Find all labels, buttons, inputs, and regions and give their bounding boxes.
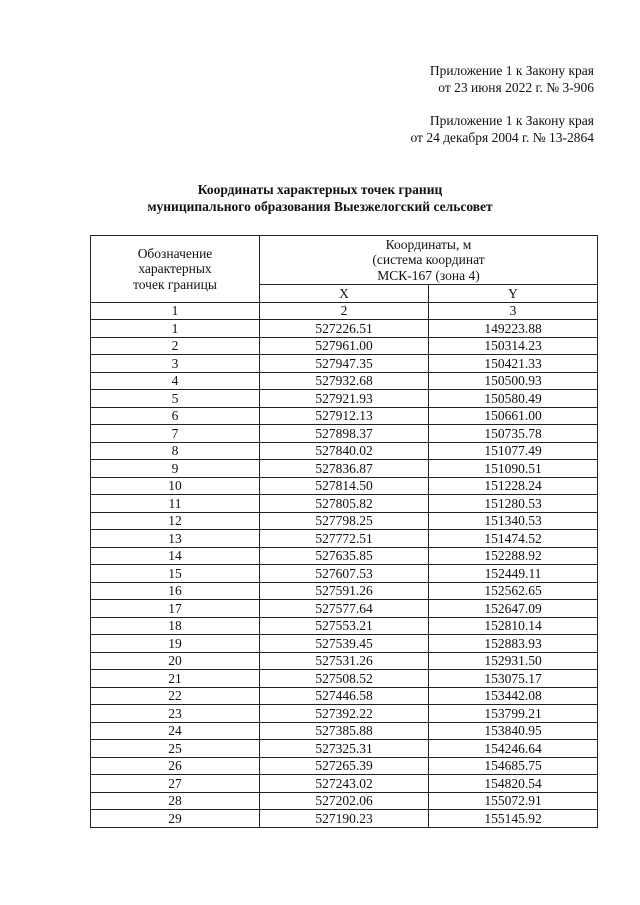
y-cell: 150314.23 — [429, 337, 598, 355]
y-cell: 152883.93 — [429, 635, 598, 653]
table-row — [91, 670, 598, 688]
point-cell: 1 — [91, 320, 260, 338]
table-row — [91, 740, 598, 758]
coordinates-header-line2: (система координат — [372, 252, 485, 268]
x-cell: 527898.37 — [260, 425, 429, 443]
column-number-2: 2 — [260, 302, 429, 320]
column-number-1: 1 — [91, 302, 260, 320]
y-header: Y — [429, 285, 598, 303]
table-row — [91, 652, 598, 670]
x-cell: 527591.26 — [260, 582, 429, 600]
table-row — [91, 775, 598, 793]
point-cell: 29 — [91, 810, 260, 828]
coordinates-header — [260, 236, 598, 285]
appendix-header-original-line1: Приложение 1 к Закону края — [429, 113, 594, 128]
appendix-header-original-line2: от 24 декабря 2004 г. № 13-2864 — [410, 130, 594, 145]
point-cell: 18 — [91, 617, 260, 635]
coordinates-header-line3: МСК-167 (зона 4) — [377, 267, 480, 283]
table-row — [91, 757, 598, 775]
appendix-header-current — [430, 62, 594, 96]
y-cell: 151228.24 — [429, 477, 598, 495]
y-cell: 152562.65 — [429, 582, 598, 600]
y-cell: 154246.64 — [429, 740, 598, 758]
x-cell: 527921.93 — [260, 390, 429, 408]
column-number-3: 3 — [429, 302, 598, 320]
y-cell: 154685.75 — [429, 757, 598, 775]
y-cell: 153442.08 — [429, 687, 598, 705]
coordinates-header-line1: Координаты, м — [385, 236, 472, 252]
x-cell: 527190.23 — [260, 810, 429, 828]
point-cell: 3 — [91, 355, 260, 373]
x-cell: 527392.22 — [260, 705, 429, 723]
x-cell: 527798.25 — [260, 512, 429, 530]
point-cell: 26 — [91, 757, 260, 775]
point-cell: 22 — [91, 687, 260, 705]
table-row — [91, 495, 598, 513]
point-cell: 4 — [91, 372, 260, 390]
point-cell: 11 — [91, 495, 260, 513]
point-cell: 19 — [91, 635, 260, 653]
x-cell: 527226.51 — [260, 320, 429, 338]
table-row — [91, 530, 598, 548]
y-cell: 155145.92 — [429, 810, 598, 828]
x-cell: 527814.50 — [260, 477, 429, 495]
point-cell: 17 — [91, 600, 260, 618]
point-cell: 23 — [91, 705, 260, 723]
x-cell: 527577.64 — [260, 600, 429, 618]
point-cell: 24 — [91, 722, 260, 740]
point-cell: 21 — [91, 670, 260, 688]
x-cell: 527772.51 — [260, 530, 429, 548]
table-row — [91, 425, 598, 443]
y-cell: 151340.53 — [429, 512, 598, 530]
table-row — [91, 565, 598, 583]
table-row — [91, 372, 598, 390]
table-row — [91, 792, 598, 810]
point-cell: 6 — [91, 407, 260, 425]
point-cell: 15 — [91, 565, 260, 583]
x-cell: 527539.45 — [260, 635, 429, 653]
point-designation-header — [91, 236, 260, 303]
table-row — [91, 390, 598, 408]
document-title-line1: Координаты характерных точек границ — [197, 182, 443, 197]
table-row — [91, 442, 598, 460]
y-cell: 153075.17 — [429, 670, 598, 688]
x-cell: 527508.52 — [260, 670, 429, 688]
y-cell: 154820.54 — [429, 775, 598, 793]
appendix-header-original — [410, 112, 594, 146]
x-cell: 527385.88 — [260, 722, 429, 740]
point-cell: 5 — [91, 390, 260, 408]
point-cell: 2 — [91, 337, 260, 355]
y-cell: 152647.09 — [429, 600, 598, 618]
x-cell: 527531.26 — [260, 652, 429, 670]
table-row — [91, 705, 598, 723]
x-header: X — [260, 285, 429, 303]
x-cell: 527325.31 — [260, 740, 429, 758]
coordinates-table — [90, 235, 598, 828]
x-cell: 527446.58 — [260, 687, 429, 705]
point-cell: 9 — [91, 460, 260, 478]
table-row — [91, 687, 598, 705]
y-cell: 151280.53 — [429, 495, 598, 513]
y-cell: 150500.93 — [429, 372, 598, 390]
point-cell: 8 — [91, 442, 260, 460]
x-cell: 527912.13 — [260, 407, 429, 425]
table-row — [91, 460, 598, 478]
x-cell: 527961.00 — [260, 337, 429, 355]
y-cell: 149223.88 — [429, 320, 598, 338]
table-row — [91, 582, 598, 600]
table-row — [91, 512, 598, 530]
point-cell: 27 — [91, 775, 260, 793]
x-cell: 527947.35 — [260, 355, 429, 373]
point-cell: 7 — [91, 425, 260, 443]
document-title-line2: муниципального образования Выезжелогский сельсовет — [147, 199, 493, 214]
table-row — [91, 617, 598, 635]
y-cell: 155072.91 — [429, 792, 598, 810]
table-row — [91, 337, 598, 355]
table-header-row — [91, 236, 598, 285]
point-designation-header-line3: точек границы — [133, 276, 217, 292]
x-cell: 527265.39 — [260, 757, 429, 775]
x-cell: 527932.68 — [260, 372, 429, 390]
y-cell: 153840.95 — [429, 722, 598, 740]
table-row — [91, 722, 598, 740]
x-cell: 527840.02 — [260, 442, 429, 460]
column-number-row — [91, 302, 598, 320]
appendix-header-current-line1: Приложение 1 к Закону края — [429, 63, 594, 78]
table-body — [91, 320, 598, 828]
y-cell: 152931.50 — [429, 652, 598, 670]
point-designation-header-line2: характерных — [138, 261, 212, 276]
point-cell: 25 — [91, 740, 260, 758]
x-cell: 527805.82 — [260, 495, 429, 513]
x-cell: 527202.06 — [260, 792, 429, 810]
x-cell: 527243.02 — [260, 775, 429, 793]
y-cell: 152449.11 — [429, 565, 598, 583]
point-cell: 12 — [91, 512, 260, 530]
y-cell: 150580.49 — [429, 390, 598, 408]
table-row — [91, 600, 598, 618]
point-cell: 20 — [91, 652, 260, 670]
x-cell: 527635.85 — [260, 547, 429, 565]
appendix-header-current-line2: от 23 июня 2022 г. № 3-906 — [438, 80, 594, 95]
document-title — [0, 181, 640, 215]
y-cell: 153799.21 — [429, 705, 598, 723]
point-cell: 10 — [91, 477, 260, 495]
x-cell: 527836.87 — [260, 460, 429, 478]
y-cell: 150661.00 — [429, 407, 598, 425]
point-cell: 13 — [91, 530, 260, 548]
table-row — [91, 477, 598, 495]
y-cell: 151077.49 — [429, 442, 598, 460]
y-cell: 152288.92 — [429, 547, 598, 565]
x-cell: 527553.21 — [260, 617, 429, 635]
y-cell: 150421.33 — [429, 355, 598, 373]
table-row — [91, 810, 598, 828]
y-cell: 151474.52 — [429, 530, 598, 548]
table-row — [91, 407, 598, 425]
table-row — [91, 355, 598, 373]
point-cell: 28 — [91, 792, 260, 810]
table-row — [91, 635, 598, 653]
point-designation-header-line1: Обозначение — [137, 245, 213, 261]
y-cell: 150735.78 — [429, 425, 598, 443]
table-row — [91, 320, 598, 338]
point-cell: 16 — [91, 582, 260, 600]
point-cell: 14 — [91, 547, 260, 565]
x-cell: 527607.53 — [260, 565, 429, 583]
y-cell: 152810.14 — [429, 617, 598, 635]
y-cell: 151090.51 — [429, 460, 598, 478]
table-row — [91, 547, 598, 565]
